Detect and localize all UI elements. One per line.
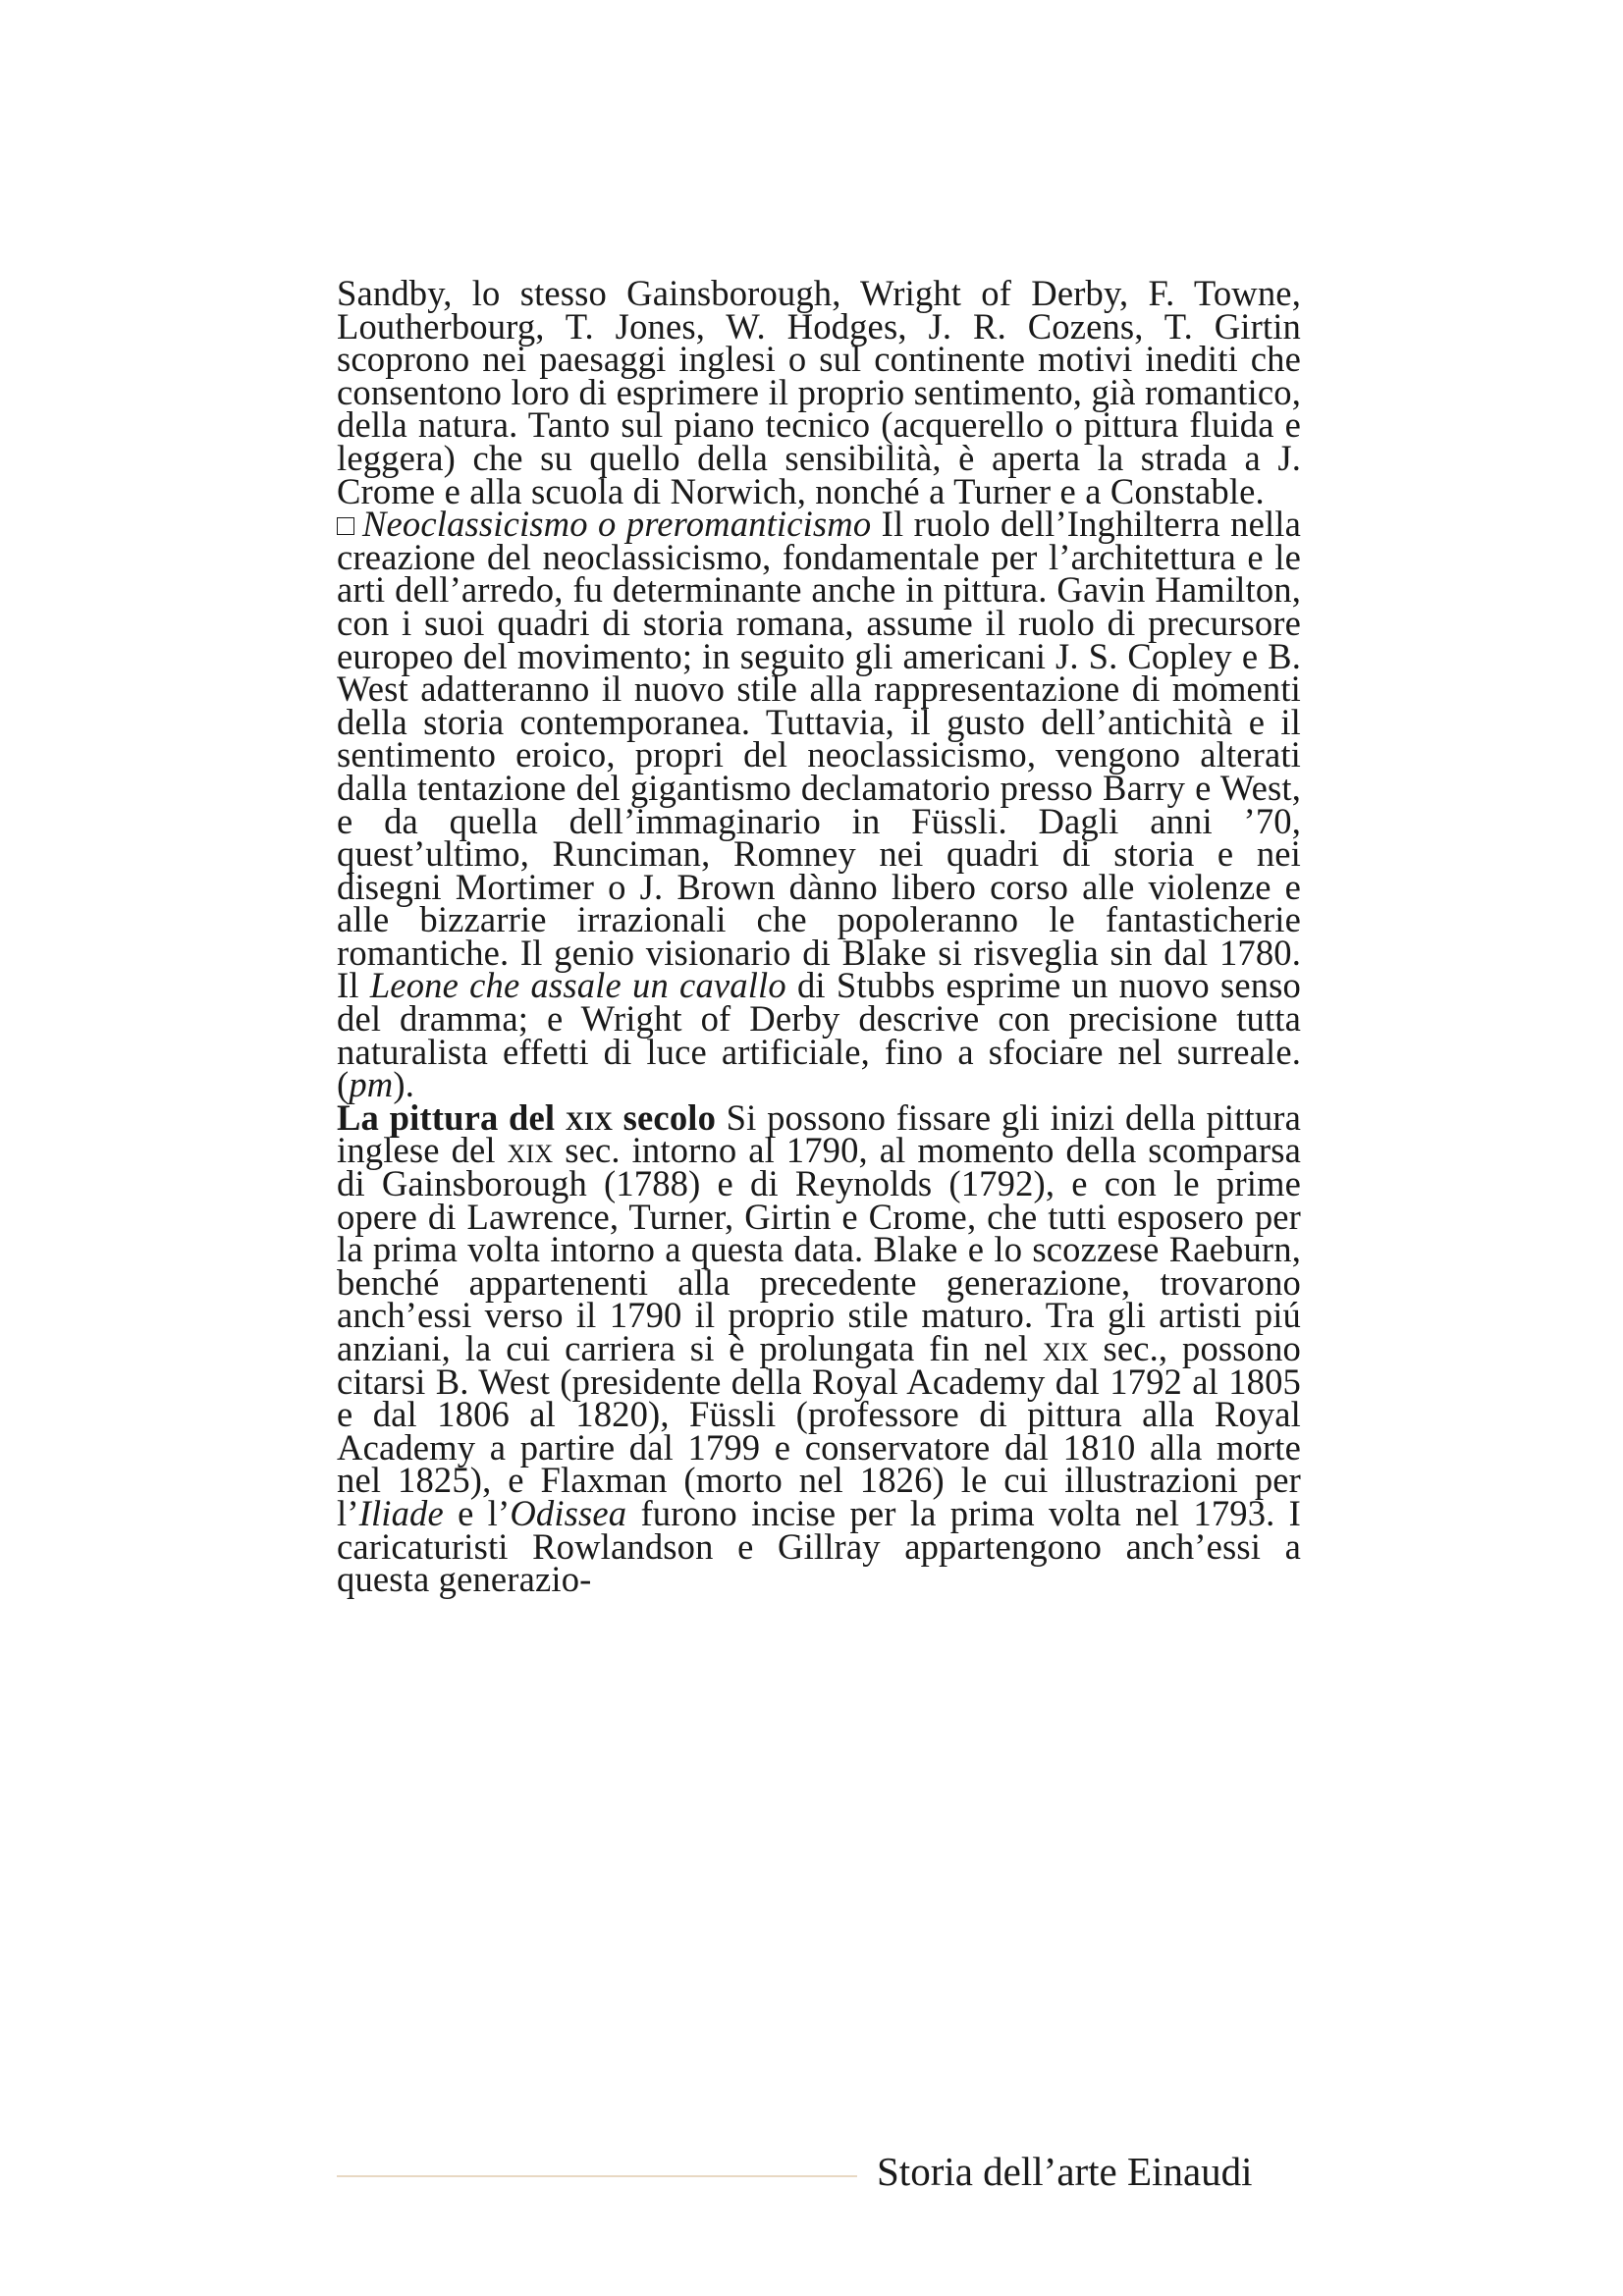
footer-divider [337, 2175, 857, 2177]
section-heading-nineteenth-century: La pittura del xix secolo [337, 1096, 717, 1138]
artwork-title: Leone che assale un cavallo [369, 965, 786, 1006]
section-marker-icon [337, 517, 354, 535]
paragraph-landscape-painters: Sandby, lo stesso Gainsborough, Wright of Derby, F. Towne, Loutherbourg, T. Jones, W. Hodges, J. R. Cozens, T. Girtin scoprono nei paesaggi inglesi o sul continente motivi inediti che consentono loro di esprimere il proprio sentimento, già romantico, della natura. Tanto sul piano tecnico (acquerello o pittura fluida e leggera) che su quello della sensibilità, è aperta la strada a J. Crome e alla scuola di Norwich, nonché a Turner e a Constable. [337, 273, 1301, 511]
body-text [337, 273, 1301, 1600]
footer-publication-title: Storia dell’arte Einaudi [877, 2149, 1253, 2194]
section-heading-neoclassicism: Neoclassicismo o preromanticismo [362, 504, 872, 545]
paragraph-nineteenth-century: La pittura del xix secolo Si possono fissare gli inizi della pittura inglese del xix sec. intorno al 1790, al momento della scomparsa di Gainsborough (1788) e di Reynolds (1792), e con le prime opere di Lawrence, Turner, Girtin e Crome, che tutti esposero per la prima volta intorno a questa data. Blake e lo scozzese Raeburn, benché appartenenti alla precedente generazione, trovarono anch’essi verso il 1790 il proprio stile maturo. Tra gli artisti piú anziani, la cui carriera si è prolungata fin nel xix sec., possono citarsi B. West (presidente della Royal Academy dal 1792 al 1805 e dal 1806 al 1820), Füssli (professore di pittura alla Royal Academy a partire dal 1799 e conservatore dal 1810 alla morte nel 1825), e Flaxman (morto nel 1826) le cui illustrazioni per l’Iliade e l’Odissea furono incise per la prima volta nel 1793. I caricaturisti Rowlandson e Gillray appartengono anch’essi a questa generazio- [337, 1096, 1301, 1600]
work-title-odyssey: Odissea [510, 1492, 627, 1533]
author-initials: pm [349, 1064, 394, 1105]
work-title-iliad: Iliade [358, 1492, 444, 1533]
paragraph-neoclassicism: Neoclassicismo o preromanticismo Il ruolo dell’Inghilterra nella creazione del neoclassicismo, fondamentale per l’architettura e le arti dell’arredo, fu determinante anche in pittura. Gavin Hamilton, con i suoi quadri di storia romana, assume il ruolo di precursore europeo del movimento; in seguito gli americani J. S. Copley e B. West adatteranno il nuovo stile alla rappresentazione di momenti della storia contemporanea. Tuttavia, il gusto dell’antichità e il sentimento eroico, propri del neoclassicismo, vengono alterati dalla tentazione del gigantismo declamatorio presso Barry e West, e da quella dell’immaginario in Füssli. Dagli anni ’70, quest’ultimo, Runciman, Romney nei quadri di storia e nei disegni Mortimer o J. Brown dànno libero corso alle violenze e alle bizzarrie irrazionali che popoleranno le fantasticherie romantiche. Il genio visionario di Blake si risveglia sin dal 1780. Il Leone che assale un cavallo di Stubbs esprime un nuovo senso del dramma; e Wright of Derby descrive con precisione tutta naturalista effetti di luce artificiale, fino a sfociare nel surreale. (pm). [337, 504, 1301, 1105]
